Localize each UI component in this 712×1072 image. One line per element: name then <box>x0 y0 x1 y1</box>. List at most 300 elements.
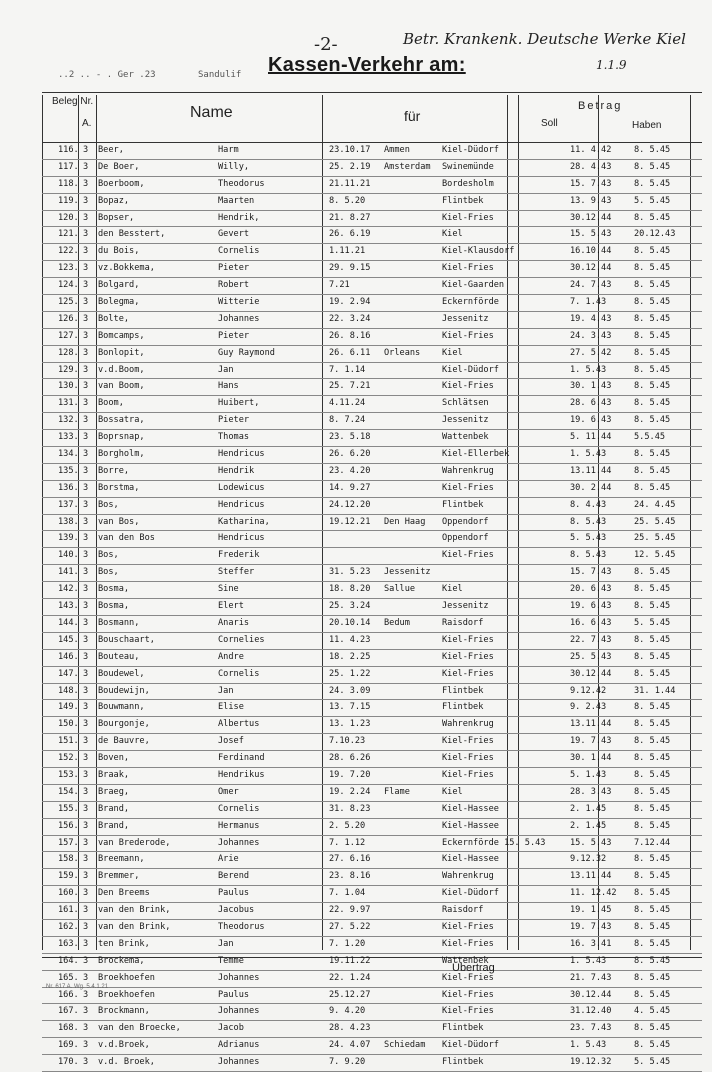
cell-first: Hendricus <box>218 499 265 510</box>
cell-haben: 8. 5.45 <box>634 246 671 257</box>
cell-date: 20.10.14 <box>329 617 371 628</box>
cell-ort: Kiel-Hassee <box>442 820 499 831</box>
table-row <box>42 667 702 684</box>
cell-a: 3 <box>83 465 89 476</box>
table-row <box>42 920 702 937</box>
cell-haben: 8. 5.45 <box>634 769 671 780</box>
cell-nr: 152. <box>58 753 79 764</box>
cell-ort: Kiel <box>442 347 463 358</box>
cell-name: Bonlopit, <box>98 347 145 358</box>
cell-ort: Flintbek <box>442 499 484 510</box>
cell-first: Jan <box>218 685 234 696</box>
table-row <box>42 413 702 430</box>
cell-ort: Flintbek <box>442 1057 484 1068</box>
cell-first: Jan <box>218 364 234 375</box>
cell-haben: 8. 5.45 <box>634 330 671 341</box>
cell-name: Brockmann, <box>98 1006 150 1017</box>
cell-ort: Wahrenkrug <box>442 465 494 476</box>
haben-header: Haben <box>632 120 662 131</box>
cell-nr: 148. <box>58 685 79 696</box>
cell-soll: 5. 5.43 <box>570 533 607 544</box>
cell-ort: Kiel-Fries <box>442 634 494 645</box>
cell-first: Harm <box>218 145 239 155</box>
cell-place: Jessenitz <box>384 567 431 578</box>
cell-haben: 5. 5.45 <box>634 1057 671 1068</box>
cell-name: Beer, <box>98 145 124 155</box>
cell-a: 3 <box>83 854 89 865</box>
table-row <box>42 515 702 532</box>
cell-ort: Oppendorf <box>442 533 489 544</box>
cell-name: v.d.Boom, <box>98 364 145 375</box>
cell-haben: 8. 5.45 <box>634 938 671 949</box>
cell-first: Elise <box>218 702 244 713</box>
table-row <box>42 785 702 802</box>
cell-soll: 28. 6.43 <box>570 398 612 409</box>
cell-soll: 25. 5.43 <box>570 651 612 662</box>
cell-nr: 162. <box>58 921 79 932</box>
cell-ort: Kiel-Fries <box>442 1006 494 1017</box>
cell-a: 3 <box>83 482 89 493</box>
cell-date: 19.12.21 <box>329 516 371 527</box>
cell-name: Bosmann, <box>98 617 140 628</box>
cell-date: 25. 7.21 <box>329 381 371 392</box>
cell-haben: 8. 5.45 <box>634 634 671 645</box>
table-row <box>42 278 702 295</box>
cell-nr: 127. <box>58 330 79 341</box>
cell-name: Broekhoefen <box>98 972 155 983</box>
cell-a: 3 <box>83 533 89 544</box>
cell-nr: 154. <box>58 786 79 797</box>
cell-first: Arie <box>218 854 239 865</box>
cell-nr: 137. <box>58 499 79 510</box>
cell-date: 23. 4.20 <box>329 465 371 476</box>
cell-nr: 161. <box>58 905 79 916</box>
cell-first: Willy, <box>218 161 250 172</box>
cell-ort: Kiel-Fries <box>442 938 494 949</box>
cell-soll: 2. 1.45 <box>570 803 607 814</box>
cell-a: 3 <box>83 398 89 409</box>
cell-first: Theodorus <box>218 921 265 932</box>
cell-a: 3 <box>83 1023 89 1034</box>
cell-date: 7.10.23 <box>329 736 366 747</box>
cell-a: 3 <box>83 753 89 764</box>
cell-a: 3 <box>83 921 89 932</box>
cell-first: Temme <box>218 955 244 966</box>
cell-nr: 168. <box>58 1023 79 1034</box>
cell-nr: 169. <box>58 1040 79 1051</box>
cell-first: Hans <box>218 381 239 392</box>
cell-a: 3 <box>83 786 89 797</box>
table-row <box>42 717 702 734</box>
cell-date: 28. 4.23 <box>329 1023 371 1034</box>
cell-name: van Brederode, <box>98 837 171 848</box>
cell-date: 27. 5.22 <box>329 921 371 932</box>
cell-name: Brand, <box>98 803 130 814</box>
cell-name: Bremmer, <box>98 871 140 882</box>
cell-haben: 31. 1.44 <box>634 685 676 696</box>
name-header: Name <box>190 104 233 121</box>
cell-nr: 116. <box>58 145 79 155</box>
cell-haben: 8. 5.45 <box>634 803 671 814</box>
cell-a: 3 <box>83 584 89 595</box>
cell-soll: 13. 9.43 <box>570 195 612 206</box>
table-row <box>42 464 702 481</box>
cell-soll: 24. 7.43 <box>570 280 612 291</box>
ledger-title: Kassen-Verkehr am: <box>268 54 466 76</box>
cell-nr: 122. <box>58 246 79 257</box>
cell-haben: 24. 4.45 <box>634 499 676 510</box>
cell-haben: 8. 5.45 <box>634 972 671 983</box>
cell-date: 1.11.21 <box>329 246 366 257</box>
cell-nr: 125. <box>58 297 79 308</box>
cell-soll: 11. 4.42 <box>570 145 612 155</box>
cell-haben: 8. 5.45 <box>634 736 671 747</box>
cell-haben: 7.12.44 <box>634 837 671 848</box>
handwritten-annotation: Betr. Krankenk. Deutsche Werke Kiel <box>403 30 686 48</box>
cell-date: 19. 7.20 <box>329 769 371 780</box>
cell-haben: 8. 5.45 <box>634 702 671 713</box>
ledger-rows <box>0 143 712 1072</box>
cell-first: Johannes <box>218 1006 260 1017</box>
cell-first: Katharina, <box>218 516 270 527</box>
cell-date: 23. 8.16 <box>329 871 371 882</box>
cell-ort: Wattenbek <box>442 955 489 966</box>
cell-nr: 131. <box>58 398 79 409</box>
cell-name: Bouwmann, <box>98 702 145 713</box>
cell-soll: 19. 7.43 <box>570 921 612 932</box>
cell-ort: Jessenitz <box>442 415 489 426</box>
table-row <box>42 903 702 920</box>
table-row <box>42 700 702 717</box>
cell-nr: 156. <box>58 820 79 831</box>
cell-date: 22. 3.24 <box>329 313 371 324</box>
cell-name: Boprsnap, <box>98 432 145 443</box>
cell-ort: Kiel-Fries <box>442 550 494 561</box>
cell-name: Boerboom, <box>98 178 145 189</box>
cell-name: Boudewel, <box>98 668 145 679</box>
printer-note: Nr. 617 A. Wg. 5.4.1.21 <box>46 984 109 990</box>
cell-date: 19. 2.94 <box>329 297 371 308</box>
cell-a: 3 <box>83 972 89 983</box>
cell-a: 3 <box>83 195 89 206</box>
cell-name: Breemann, <box>98 854 145 865</box>
cell-soll: 9.12.32 <box>570 854 607 865</box>
cell-soll: 15. 5.43 <box>570 837 612 848</box>
cell-haben: 8. 5.45 <box>634 145 671 155</box>
cell-haben: 5. 5.45 <box>634 195 671 206</box>
cell-ort: Kiel-Hassee <box>442 854 499 865</box>
cell-a: 3 <box>83 280 89 291</box>
cell-haben: 8. 5.45 <box>634 989 671 1000</box>
cell-nr: 147. <box>58 668 79 679</box>
cell-place: Den Haag <box>384 516 426 527</box>
cell-nr: 158. <box>58 854 79 865</box>
cell-soll: 30. 1.44 <box>570 753 612 764</box>
cell-a: 3 <box>83 651 89 662</box>
cell-name: Bopser, <box>98 212 135 223</box>
cell-first: Pieter <box>218 330 250 341</box>
cell-name: den Besstert, <box>98 229 166 240</box>
cell-haben: 4. 5.45 <box>634 1006 671 1017</box>
cell-haben: 8. 5.45 <box>634 212 671 223</box>
table-row <box>42 177 702 194</box>
cell-first: Anaris <box>218 617 250 628</box>
cell-first: Jacob <box>218 1023 244 1034</box>
cell-first: Pieter <box>218 263 250 274</box>
cell-name: Bosma, <box>98 601 130 612</box>
cell-date: 24. 4.07 <box>329 1040 371 1051</box>
cell-name: Broekhoefen <box>98 989 155 1000</box>
cell-a: 3 <box>83 381 89 392</box>
cell-first: Johannes <box>218 972 260 983</box>
cell-haben: 8. 5.45 <box>634 719 671 730</box>
cell-soll: 1. 5.43 <box>570 955 607 966</box>
cell-a: 3 <box>83 955 89 966</box>
cell-nr: 159. <box>58 871 79 882</box>
cell-name: ten Brink, <box>98 938 150 949</box>
cell-name: van den Broecke, <box>98 1023 181 1034</box>
cell-nr: 149. <box>58 702 79 713</box>
cell-ort: Kiel <box>442 786 463 797</box>
cell-place: Ammen <box>384 145 410 155</box>
table-row <box>42 430 702 447</box>
cell-ort: Kiel-Düdorf <box>442 145 499 155</box>
cell-date: 22. 9.97 <box>329 905 371 916</box>
cell-a: 3 <box>83 415 89 426</box>
cell-soll: 1. 5.43 <box>570 449 607 460</box>
cell-a: 3 <box>83 938 89 949</box>
cell-name: Bolegma, <box>98 297 140 308</box>
cell-soll: 30.12.44 <box>570 668 612 679</box>
cell-nr: 157. <box>58 837 79 848</box>
table-row <box>42 768 702 785</box>
cell-a: 3 <box>83 685 89 696</box>
table-row <box>42 650 702 667</box>
cell-date: 11. 4.23 <box>329 634 371 645</box>
cell-first: Steffer <box>218 567 255 578</box>
cell-haben: 8. 5.45 <box>634 668 671 679</box>
cell-soll: 19. 7.43 <box>570 736 612 747</box>
table-row <box>42 1021 702 1038</box>
cell-date: 23. 5.18 <box>329 432 371 443</box>
cell-ort: Jessenitz <box>442 601 489 612</box>
cell-a: 3 <box>83 567 89 578</box>
cell-first: Maarten <box>218 195 255 206</box>
cell-a: 3 <box>83 550 89 561</box>
cell-nr: 129. <box>58 364 79 375</box>
cell-soll: 19. 1.45 <box>570 905 612 916</box>
cell-first: Lodewicus <box>218 482 265 493</box>
cell-haben: 8. 5.45 <box>634 601 671 612</box>
table-row <box>42 633 702 650</box>
cell-name: Bossatra, <box>98 415 145 426</box>
cell-a: 3 <box>83 820 89 831</box>
cell-date: 8. 5.20 <box>329 195 366 206</box>
betrag-header: Betrag <box>578 100 623 112</box>
cell-name: Bolgard, <box>98 280 140 291</box>
cell-first: Gevert <box>218 229 250 240</box>
cell-name: Braak, <box>98 769 130 780</box>
cell-place: Amsterdam <box>384 161 431 172</box>
cell-date: 27. 6.16 <box>329 854 371 865</box>
cell-first: Paulus <box>218 888 250 899</box>
cell-name: Bos, <box>98 499 119 510</box>
table-row <box>42 1055 702 1072</box>
cell-ort: Kiel-Gaarden <box>442 280 505 291</box>
cell-haben: 8. 5.45 <box>634 381 671 392</box>
cell-date: 7. 1.14 <box>329 364 366 375</box>
cell-nr: 153. <box>58 769 79 780</box>
cell-soll: 13.11.44 <box>570 719 612 730</box>
cell-a: 3 <box>83 1057 89 1068</box>
cell-nr: 165. <box>58 972 79 983</box>
cell-haben: 20.12.43 <box>634 229 676 240</box>
cell-date: 13. 1.23 <box>329 719 371 730</box>
cell-soll: 8. 5.43 <box>570 516 607 527</box>
cell-name: Bos, <box>98 567 119 578</box>
cell-ort: Kiel-Fries <box>442 753 494 764</box>
table-row <box>42 548 702 565</box>
cell-haben: 8. 5.45 <box>634 465 671 476</box>
cell-first: Hendricus <box>218 533 265 544</box>
cell-first: Theodorus <box>218 178 265 189</box>
table-row <box>42 886 702 903</box>
cell-a: 3 <box>83 719 89 730</box>
cell-name: Bosma, <box>98 584 130 595</box>
cell-date: 26. 6.19 <box>329 229 371 240</box>
cell-ort: Bordesholm <box>442 178 494 189</box>
cell-soll: 1. 5.43 <box>570 1040 607 1051</box>
cell-name: Bouteau, <box>98 651 140 662</box>
cell-nr: 150. <box>58 719 79 730</box>
cell-first: Omer <box>218 786 239 797</box>
cell-place: Flame <box>384 786 410 797</box>
cell-date: 25. 1.22 <box>329 668 371 679</box>
cell-ort: Kiel-Fries <box>442 330 494 341</box>
sub-a-header: A. <box>82 118 92 129</box>
cell-first: Paulus <box>218 989 250 1000</box>
cell-soll: 19. 6.43 <box>570 415 612 426</box>
table-row <box>42 751 702 768</box>
cell-name: Den Breems <box>98 888 150 899</box>
cell-a: 3 <box>83 702 89 713</box>
table-row <box>42 852 702 869</box>
cell-first: Hendrikus <box>218 769 265 780</box>
cell-date: 2. 5.20 <box>329 820 366 831</box>
cell-haben: 8. 5.45 <box>634 364 671 375</box>
cell-ort: Kiel-Fries <box>442 381 494 392</box>
cell-nr: 155. <box>58 803 79 814</box>
cell-ort: Kiel-Düdorf <box>442 1040 499 1051</box>
cell-nr: 120. <box>58 212 79 223</box>
table-row <box>42 498 702 515</box>
cell-nr: 117. <box>58 161 79 172</box>
cell-ort: Schlätsen <box>442 398 489 409</box>
cell-haben: 8. 5.45 <box>634 161 671 172</box>
cell-a: 3 <box>83 1006 89 1017</box>
cell-ort: Raisdorf <box>442 617 484 628</box>
cell-nr: 119. <box>58 195 79 206</box>
cell-soll: 5. 11.44 <box>570 432 612 443</box>
cell-ort: Jessenitz <box>442 313 489 324</box>
cell-haben: 8. 5.45 <box>634 280 671 291</box>
cell-name: v.d. Broek, <box>98 1057 155 1068</box>
cell-nr: 166. <box>58 989 79 1000</box>
cell-first: Witterie <box>218 297 260 308</box>
cell-date: 31. 8.23 <box>329 803 371 814</box>
table-row <box>42 616 702 633</box>
table-row <box>42 954 702 971</box>
cell-haben: 12. 5.45 <box>634 550 676 561</box>
cell-a: 3 <box>83 297 89 308</box>
cell-name: Bouschaart, <box>98 634 155 645</box>
cell-name: van den Brink, <box>98 921 171 932</box>
cell-date: 7.21 <box>329 280 350 291</box>
cell-a: 3 <box>83 347 89 358</box>
cell-date: 7. 1.04 <box>329 888 366 899</box>
cell-first: Hendricus <box>218 449 265 460</box>
cell-soll: 30. 2.44 <box>570 482 612 493</box>
cell-place: Sallue <box>384 584 416 595</box>
top-rule <box>42 92 702 93</box>
cell-ort: Flintbek <box>442 195 484 206</box>
cell-nr: 132. <box>58 415 79 426</box>
cell-nr: 134. <box>58 449 79 460</box>
cell-haben: 8. 5.45 <box>634 584 671 595</box>
cell-name: Boudewijn, <box>98 685 150 696</box>
cell-first: Adrianus <box>218 1040 260 1051</box>
cell-ort: Kiel-Fries <box>442 989 494 1000</box>
cell-a: 3 <box>83 449 89 460</box>
cell-a: 3 <box>83 837 89 848</box>
cell-haben: 25. 5.45 <box>634 533 676 544</box>
cell-ort: Eckernförde 15. 5.43 <box>442 837 546 848</box>
cell-nr: 121. <box>58 229 79 240</box>
cell-soll: 15. 7.43 <box>570 178 612 189</box>
cell-nr: 170. <box>58 1057 79 1068</box>
page-number-mark: -2- <box>314 34 338 55</box>
handwritten-sub-annotation: 1.1.9 <box>596 58 627 72</box>
beleg-nr-header: Beleg Nr. <box>52 96 94 107</box>
cell-name: Borstma, <box>98 482 140 493</box>
table-row <box>42 261 702 278</box>
cell-haben: 8. 5.45 <box>634 398 671 409</box>
cell-name: van Boom, <box>98 381 145 392</box>
cell-date: 9. 4.20 <box>329 1006 366 1017</box>
cell-nr: 128. <box>58 347 79 358</box>
cell-haben: 8. 5.45 <box>634 1023 671 1034</box>
cell-date: 19. 2.24 <box>329 786 371 797</box>
table-row <box>42 1038 702 1055</box>
cell-haben: 8. 5.45 <box>634 263 671 274</box>
cell-ort: Swinemünde <box>442 161 494 172</box>
cell-a: 3 <box>83 769 89 780</box>
cell-haben: 8. 5.45 <box>634 415 671 426</box>
cell-ort: Kiel-Fries <box>442 212 494 223</box>
cell-soll: 16. 3.41 <box>570 938 612 949</box>
cell-ort: Kiel <box>442 229 463 240</box>
table-row <box>42 211 702 228</box>
cell-date: 28. 6.26 <box>329 753 371 764</box>
cell-nr: 140. <box>58 550 79 561</box>
cell-first: Johannes <box>218 1057 260 1068</box>
cell-first: Andre <box>218 651 244 662</box>
cell-ort: Kiel-Fries <box>442 651 494 662</box>
table-row <box>42 819 702 836</box>
cell-first: Albertus <box>218 719 260 730</box>
cell-soll: 28. 3.43 <box>570 786 612 797</box>
cell-soll: 30.12.44 <box>570 263 612 274</box>
